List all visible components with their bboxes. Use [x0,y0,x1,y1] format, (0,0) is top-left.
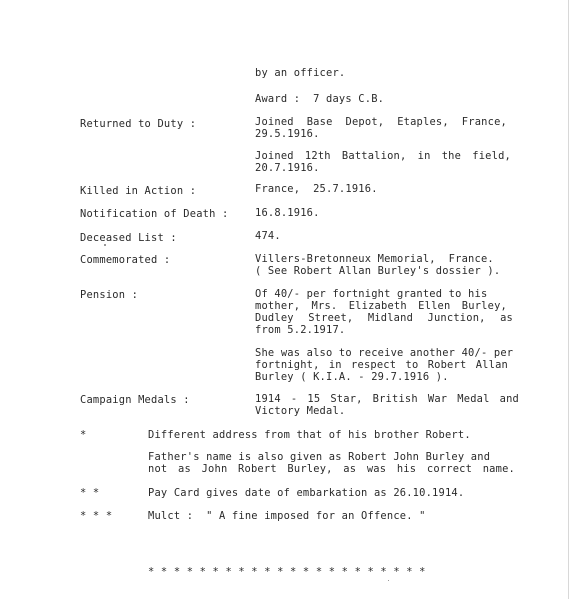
note-mark-single: * [80,429,87,441]
scan-speck [104,244,106,246]
pension-para2-line3: Burley ( K.I.A. - 29.7.1916 ). [255,371,449,383]
returned-entry2-line2: 20.7.1916. [255,162,320,174]
note-single-line2: Father's name is also given as Robert John Burley and [148,451,491,463]
campaign-medals-line2: Victory Medal. [255,405,346,417]
commemorated-line1: Villers-Bretonneux Memorial, France. [255,253,494,265]
pension-para1-line2: mother, Mrs. Elizabeth Ellen Burley, [255,300,507,312]
campaign-medals-label: Campaign Medals : [80,394,190,406]
footer-star-divider: * * * * * * * * * * * * * * * * * * * * * * [148,566,426,578]
note-triple-line1: Mulct : " A fine imposed for an Offence. " [148,510,426,522]
notification-of-death-value: 16.8.1916. [255,207,320,219]
commemorated-label: Commemorated : [80,254,171,266]
deceased-list-value: 474. [255,230,281,242]
pension-label: Pension : [80,289,139,301]
note-single-line3: not as John Robert Burley, as was his correct name. [148,463,515,475]
killed-in-action-value: France, 25.7.1916. [255,183,378,195]
pension-para1-line3: Dudley Street, Midland Junction, as [255,312,513,324]
award-line: Award : 7 days C.B. [255,93,385,105]
scan-page-edge [568,0,569,599]
officer-line: by an officer. [255,67,346,79]
notification-of-death-label: Notification of Death : [80,208,229,220]
campaign-medals-line1: 1914 - 15 Star, British War Medal and [255,393,519,405]
note-mark-double: * * [80,487,100,499]
returned-entry1-line2: 29.5.1916. [255,128,320,140]
deceased-list-label: Deceased List : [80,232,177,244]
returned-entry2-line1: Joined 12th Battalion, in the field, [255,150,511,162]
returned-entry1-line1: Joined Base Depot, Etaples, France, [255,116,507,128]
pension-para1-line1: Of 40/- per fortnight granted to his [255,288,488,300]
returned-to-duty-label: Returned to Duty : [80,118,197,130]
note-mark-triple: * * * [80,510,113,522]
pension-para1-line4: from 5.2.1917. [255,324,346,336]
killed-in-action-label: Killed in Action : [80,185,197,197]
scan-speck [388,580,389,581]
pension-para2-line1: She was also to receive another 40/- per [255,347,514,359]
note-double-line1: Pay Card gives date of embarkation as 26.10.1914. [148,487,465,499]
note-single-line1: Different address from that of his brother Robert. [148,429,471,441]
pension-para2-line2: fortnight, in respect to Robert Allan [255,359,508,371]
commemorated-line2: ( See Robert Allan Burley's dossier ). [255,265,501,277]
